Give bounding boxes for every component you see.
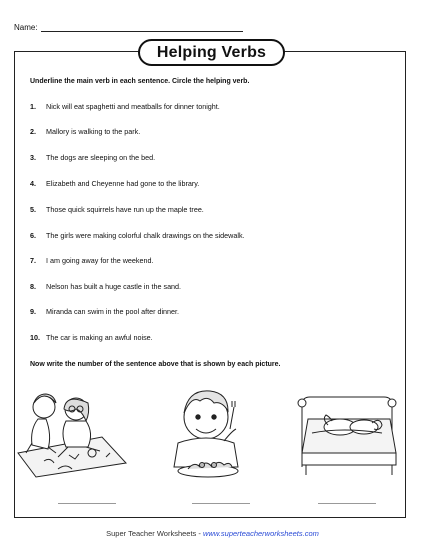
item-number: 5.	[30, 205, 36, 214]
item-text: The car is making an awful noise.	[46, 333, 153, 342]
item-text: Miranda can swim in the pool after dinner.	[46, 307, 180, 316]
item-number: 4.	[30, 179, 36, 188]
instructions: Underline the main verb in each sentence. Circle the helping verb.	[30, 78, 250, 85]
list-item	[30, 307, 179, 316]
footer	[0, 529, 425, 538]
page-title: Helping Verbs	[138, 39, 285, 66]
item-text: Nick will eat spaghetti and meatballs for dinner tonight.	[46, 102, 220, 111]
picture-instructions: Now write the number of the sentence above that is shown by each picture.	[30, 361, 281, 368]
answer-line[interactable]	[192, 503, 250, 504]
name-label: Name:	[14, 23, 38, 32]
item-number: 7.	[30, 256, 36, 265]
item-number: 2.	[30, 127, 36, 136]
item-number: 1.	[30, 102, 36, 111]
girls-chalk-drawing-picture	[14, 383, 134, 479]
list-item	[30, 153, 155, 162]
list-item	[30, 333, 153, 342]
item-text: I am going away for the weekend.	[46, 256, 154, 265]
answer-line[interactable]	[318, 503, 376, 504]
item-text: Those quick squirrels have run up the maple tree.	[46, 205, 204, 214]
list-item	[30, 231, 245, 240]
item-text: The dogs are sleeping on the bed.	[46, 153, 156, 162]
name-row	[14, 23, 243, 32]
item-text: Mallory is walking to the park.	[46, 127, 141, 136]
item-number: 8.	[30, 282, 36, 291]
item-number: 6.	[30, 231, 36, 240]
item-text: Nelson has built a huge castle in the sand.	[46, 282, 182, 291]
answer-line[interactable]	[58, 503, 116, 504]
list-item	[30, 205, 204, 214]
list-item	[30, 127, 140, 136]
list-item	[30, 102, 220, 111]
item-number: 10.	[30, 333, 40, 342]
list-item	[30, 179, 199, 188]
footer-brand: Super Teacher Worksheets	[106, 529, 197, 538]
list-item	[30, 256, 153, 265]
name-line[interactable]	[41, 24, 243, 32]
list-item	[30, 282, 181, 291]
item-text: The girls were making colorful chalk drawings on the sidewalk.	[46, 231, 245, 240]
item-number: 9.	[30, 307, 36, 316]
dogs-sleeping-on-bed-picture	[292, 385, 402, 481]
boy-eating-spaghetti-picture	[158, 385, 258, 483]
footer-separator: -	[198, 529, 203, 538]
item-number: 3.	[30, 153, 36, 162]
item-text: Elizabeth and Cheyenne had gone to the library.	[46, 179, 200, 188]
footer-url[interactable]: www.superteacherworksheets.com	[202, 529, 319, 538]
